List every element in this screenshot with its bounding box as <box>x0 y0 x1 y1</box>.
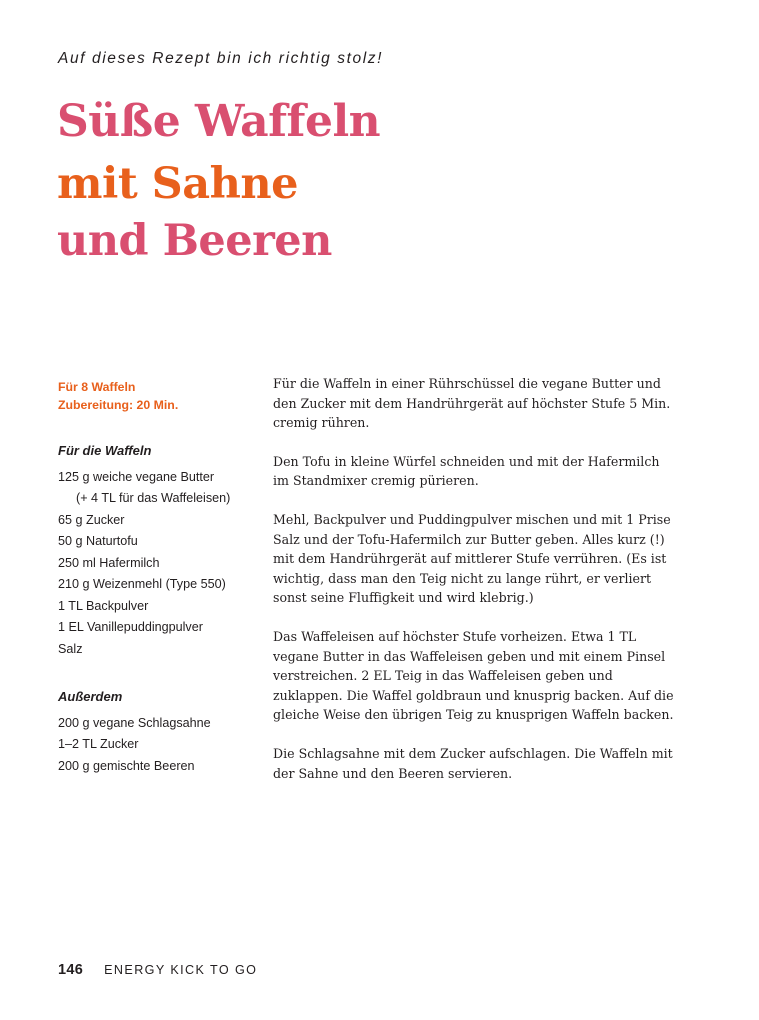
list-item: Salz <box>58 641 83 656</box>
list-item: (+ 4 TL für das Waffeleisen) <box>76 491 231 505</box>
instruction-step: Das Waffeleisen auf höchster Stufe vorheizen. Etwa 1 TL vegane Butter in das Waffeleisen geben und mit einem Pinsel verstreichen. 2 EL Teig in das Waffeleisen geben und zuklappen. Die Waffel goldbraun und knusprig backen. Auf die gleiche Weise den übrigen Teig zu knusprigen Waffeln backen. <box>273 628 674 723</box>
list-item: 1 TL Backpulver <box>58 598 149 613</box>
ingredient-group-heading: Außerdem <box>58 689 123 704</box>
ingredient-list <box>58 713 258 778</box>
list-item: 1 EL Vanillepuddingpulver <box>58 620 203 634</box>
page-footer <box>58 962 257 978</box>
ingredient-list <box>58 467 258 661</box>
title-line-1: Süße Waffeln <box>57 96 381 147</box>
list-item: 250 ml Hafermilch <box>58 555 160 570</box>
instruction-step: Für die Waffeln in einer Rührschüssel die vegane Butter und den Zucker mit dem Handrührgerät auf höchster Stufe 5 Min. cremig rühren. <box>273 376 671 431</box>
instruction-step: Mehl, Backpulver und Puddingpulver mischen und mit 1 Prise Salz und der Tofu-Hafermilch zur Butter geben. Alles kurz (!) mit dem Handrührgerät auf mittlerer Stufe verrühren. (Es ist wichtig, dass man den Teig nicht zu lange rührt, er verliert sonst seine Fluffigkeit und wird klebrig.) <box>273 511 671 606</box>
list-item: 1–2 TL Zucker <box>58 737 139 751</box>
instruction-step: Den Tofu in kleine Würfel schneiden und mit der Hafermilch im Standmixer cremig pürieren. <box>273 453 660 489</box>
list-item: 210 g Weizenmehl (Type 550) <box>58 577 226 591</box>
list-item: 200 g vegane Schlagsahne <box>58 715 211 730</box>
page-kicker: Auf dieses Rezept bin ich richtig stolz! <box>58 50 384 67</box>
running-head: ENERGY KICK TO GO <box>104 963 258 977</box>
recipe-time: Zubereitung: 20 Min. <box>58 398 179 412</box>
instruction-step: Die Schlagsahne mit dem Zucker aufschlagen. Die Waffeln mit der Sahne und den Beeren servieren. <box>273 745 673 781</box>
page-title <box>57 95 697 268</box>
list-item: 65 g Zucker <box>58 512 125 527</box>
recipe-yield: Für 8 Waffeln <box>58 380 136 394</box>
list-item: 200 g gemischte Beeren <box>58 758 195 773</box>
ingredients-column <box>58 378 258 803</box>
title-line-3: und Beeren <box>57 216 332 266</box>
recipe-meta <box>58 378 258 414</box>
page-number: 146 <box>58 962 84 978</box>
instructions-column <box>273 374 678 802</box>
list-item: 125 g weiche vegane Butter <box>58 469 215 484</box>
title-line-2: mit Sahne <box>57 159 298 209</box>
list-item: 50 g Naturtofu <box>58 534 138 548</box>
ingredient-group-heading: Für die Waffeln <box>58 443 152 458</box>
